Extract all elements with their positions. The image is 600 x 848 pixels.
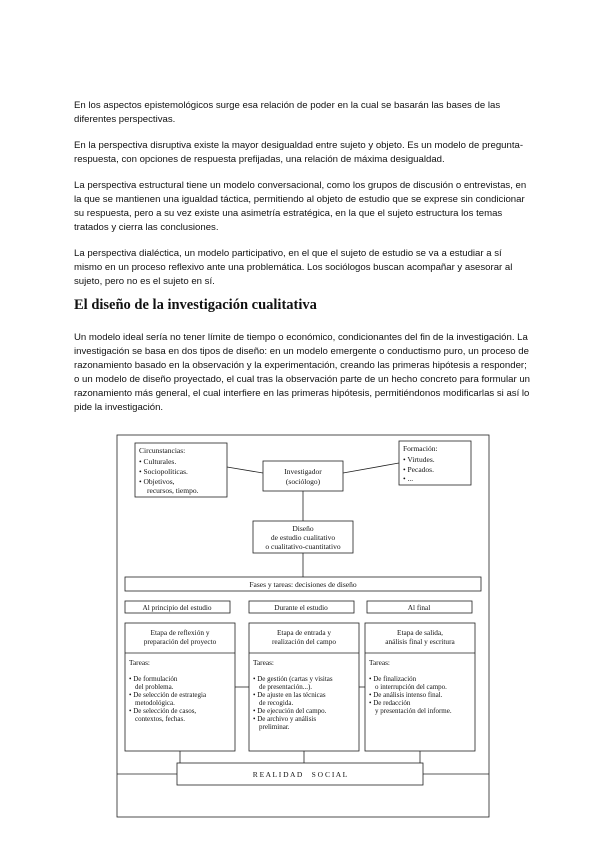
etapa-title-1: Etapa de reflexión y [150,628,210,637]
circunstancias-title: Circunstancias: [139,446,186,455]
momento-label-2: Durante el estudio [274,603,328,612]
svg-text:o interrupción del campo.: o interrupción del campo. [375,683,447,691]
svg-text:metodológica.: metodológica. [135,699,175,707]
paragraph-perspectiva-disruptiva: En la perspectiva disruptiva existe la mayor desigualdad entre sujeto y objeto. Es un modelo de pregunta-respuesta, con opciones de respuesta prefijadas, una relación de máxima desigualdad. [74,140,524,165]
momento-label-1: Al principio del estudio [142,603,212,612]
etapa-title-3: Etapa de salida, [397,628,443,637]
section-heading: El diseño de la investigación cualitativa [74,297,317,313]
investigador-label: Investigador [284,467,322,476]
svg-text:• Virtudes.: • Virtudes. [403,455,435,464]
svg-text:• Sociopolíticas.: • Sociopolíticas. [139,467,188,476]
svg-text:• Culturales.: • Culturales. [139,457,177,466]
svg-text:• De selección de estrategia: • De selección de estrategia [129,691,207,699]
paragraph-epistemologia: En los aspectos epistemológicos surge esa relación de poder en la cual se basarán las bases de las diferentes perspectivas. [74,100,501,125]
svg-text:recursos, tiempo.: recursos, tiempo. [147,486,199,495]
svg-text:• De ejecución del campo.: • De ejecución del campo. [253,707,327,715]
tareas-label-2: Tareas: [253,658,274,667]
svg-text:• De finalización: • De finalización [369,675,417,683]
diseno-label: Diseño [292,524,314,533]
svg-text:contextos, fechas.: contextos, fechas. [135,715,185,723]
realidad-social-label: R E A L I D A D S O C I A L [252,770,348,779]
svg-text:• De redacción: • De redacción [369,699,411,707]
tareas-label-1: Tareas: [129,658,150,667]
etapa-title-2: Etapa de entrada y [276,628,332,637]
momento-label-3: Al final [407,603,431,612]
investigador-box [263,461,343,491]
svg-text:• Objetivos,: • Objetivos, [139,477,175,486]
svg-text:• De análisis intenso final.: • De análisis intenso final. [369,691,443,699]
svg-text:de estudio cualitativo: de estudio cualitativo [270,533,336,542]
fases-label: Fases y tareas: decisiones de diseño [249,580,357,589]
svg-text:o cualitativo-cuantitativo: o cualitativo-cuantitativo [265,542,341,551]
svg-text:análisis final y escritura: análisis final y escritura [385,637,455,646]
svg-text:y presentación del informe.: y presentación del informe. [375,707,452,715]
research-design-diagram [113,433,493,821]
svg-text:• ...: • ... [403,474,414,483]
svg-text:de presentación...).: de presentación...). [259,683,313,691]
svg-text:• De formulación: • De formulación [129,675,178,683]
paragraph-diseno: Un modelo ideal sería no tener límite de tiempo o económico, condicionantes del fin de la investigación. La investigación se basa en dos tipos de diseño: en un modelo emergente o conductismo puro, un proceso de razonamiento basado en la observación y la experimentación, creando las primeras hipótesis a responder; o un modelo de diseño proyectado, el cual tras la observación parte de un hecho concreto para formular un razonamiento más general, el cual interfiere en las primeras hipótesis, permitiéndonos modificarlas si así lo pide la investigación. [74,332,530,413]
svg-text:preliminar.: preliminar. [259,723,290,731]
svg-text:preparación del proyecto: preparación del proyecto [143,637,217,646]
paragraph-perspectiva-dialectica: La perspectiva dialéctica, un modelo participativo, en el que el sujeto de estudio se va a estudiar a sí mismo en un proceso reflexivo ante una problemática. Los sociólogos buscan acompañar y asesorar al sujeto, pero no es el sujeto en sí. [74,248,513,287]
svg-text:• De ajuste en las técnicas: • De ajuste en las técnicas [253,691,326,699]
paragraph-perspectiva-estructural: La perspectiva estructural tiene un modelo conversacional, como los grupos de discusión o entrevistas, en la que se mantienen una igualdad táctica, permitiendo al objeto de estudio que se exprese sin condicionar su respuesta, pero a su vez existe una asimetría estratégica, en la que el sujeto estructura los temas tratados y cierra las conclusiones. [74,180,527,233]
svg-text:realización del campo: realización del campo [271,637,337,646]
svg-text:• De archivo y análisis: • De archivo y análisis [253,715,317,723]
svg-text:• De gestión (cartas y visitas: • De gestión (cartas y visitas [253,675,333,683]
svg-text:• Pecados.: • Pecados. [403,465,434,474]
svg-text:del problema.: del problema. [135,683,174,691]
svg-text:(sociólogo): (sociólogo) [285,477,321,486]
formacion-title: Formación: [403,444,438,453]
svg-text:• De selección de casos,: • De selección de casos, [129,707,197,715]
tareas-label-3: Tareas: [369,658,390,667]
svg-text:de recogida.: de recogida. [259,699,294,707]
